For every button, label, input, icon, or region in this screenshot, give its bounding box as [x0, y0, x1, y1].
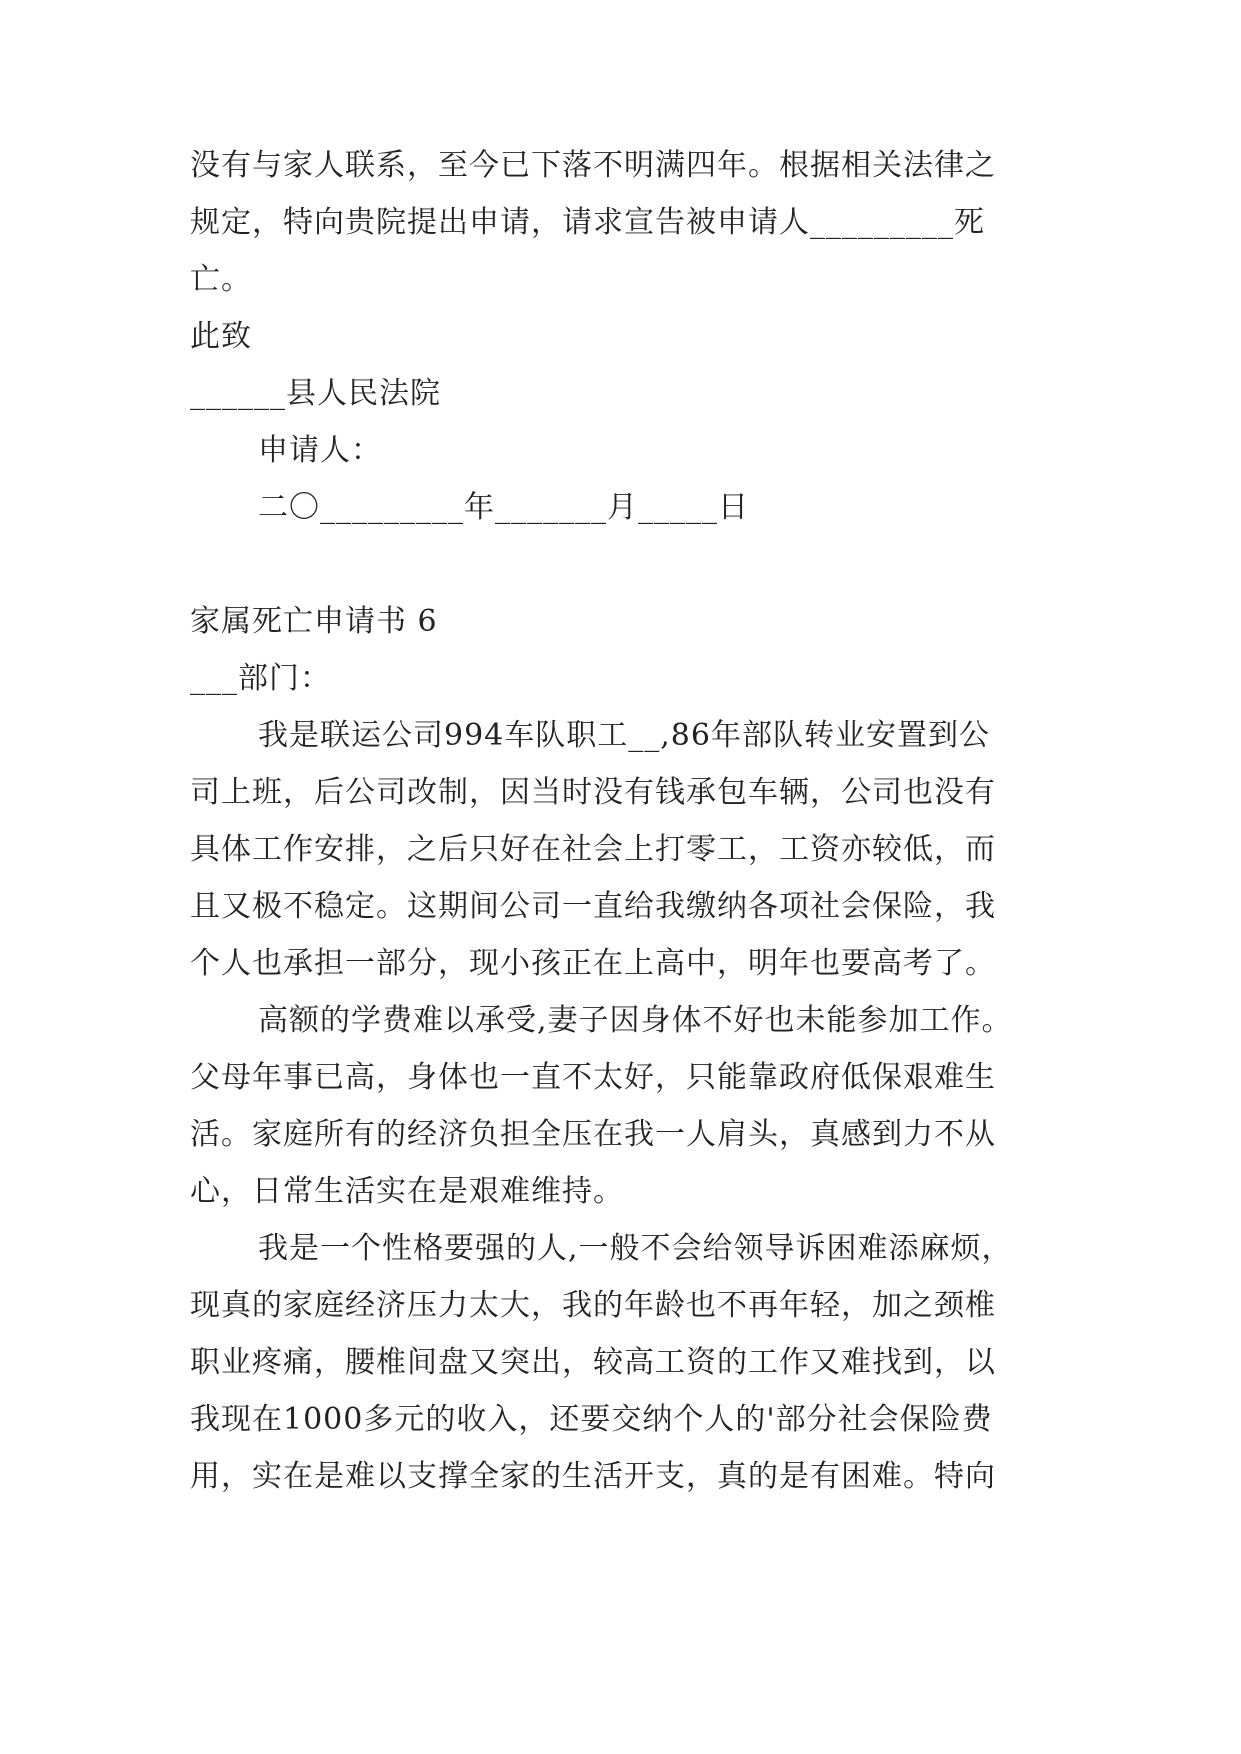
date-line: 二〇_________年_______月_____日 [258, 490, 749, 525]
text-line: 规定，特向贵院提出申请，请求宣告被申请人_________死 [190, 205, 985, 240]
paragraph-line: 且又极不稳定。这期间公司一直给我缴纳各项社会保险，我 [190, 889, 996, 924]
text-line: 亡。 [190, 262, 252, 297]
paragraph-line: 心，日常生活实在是艰难维持。 [190, 1174, 624, 1209]
paragraph-line: 具体工作安排，之后只好在社会上打零工，工资亦较低，而 [190, 832, 996, 867]
paragraph-line: 我现在1000多元的收入，还要交纳个人的'部分社会保险费 [190, 1402, 993, 1437]
paragraph-line: 我是一个性格要强的人,一般不会给领导诉困难添麻烦， [258, 1231, 1013, 1266]
paragraph-line: 司上班，后公司改制，因当时没有钱承包车辆，公司也没有 [190, 775, 996, 810]
paragraph-line: 我是联运公司994车队职工__,86年部队转业安置到公 [258, 718, 990, 753]
paragraph-line: 个人也承担一部分，现小孩正在上高中，明年也要高考了。 [190, 946, 996, 981]
paragraph-line: 高额的学费难以承受,妻子因身体不好也未能参加工作。 [258, 1003, 1013, 1038]
paragraph-line: 活。家庭所有的经济负担全压在我一人肩头，真感到力不从 [190, 1117, 996, 1152]
recipient-line: ___部门： [190, 661, 331, 696]
court-name: ______县人民法院 [190, 376, 441, 411]
paragraph-line: 现真的家庭经济压力太大，我的年龄也不再年轻，加之颈椎 [190, 1288, 996, 1323]
paragraph-line: 用，实在是难以支撑全家的生活开支，真的是有困难。特向 [190, 1459, 996, 1494]
section-title: 家属死亡申请书 6 [190, 604, 438, 639]
text-line: 没有与家人联系，至今已下落不明满四年。根据相关法律之 [190, 148, 996, 183]
paragraph-line: 职业疼痛，腰椎间盘又突出，较高工资的工作又难找到，以 [190, 1345, 996, 1380]
paragraph-line: 父母年事已高，身体也一直不太好，只能靠政府低保艰难生 [190, 1060, 996, 1095]
salutation: 此致 [190, 319, 252, 354]
applicant-label: 申请人： [258, 433, 382, 468]
